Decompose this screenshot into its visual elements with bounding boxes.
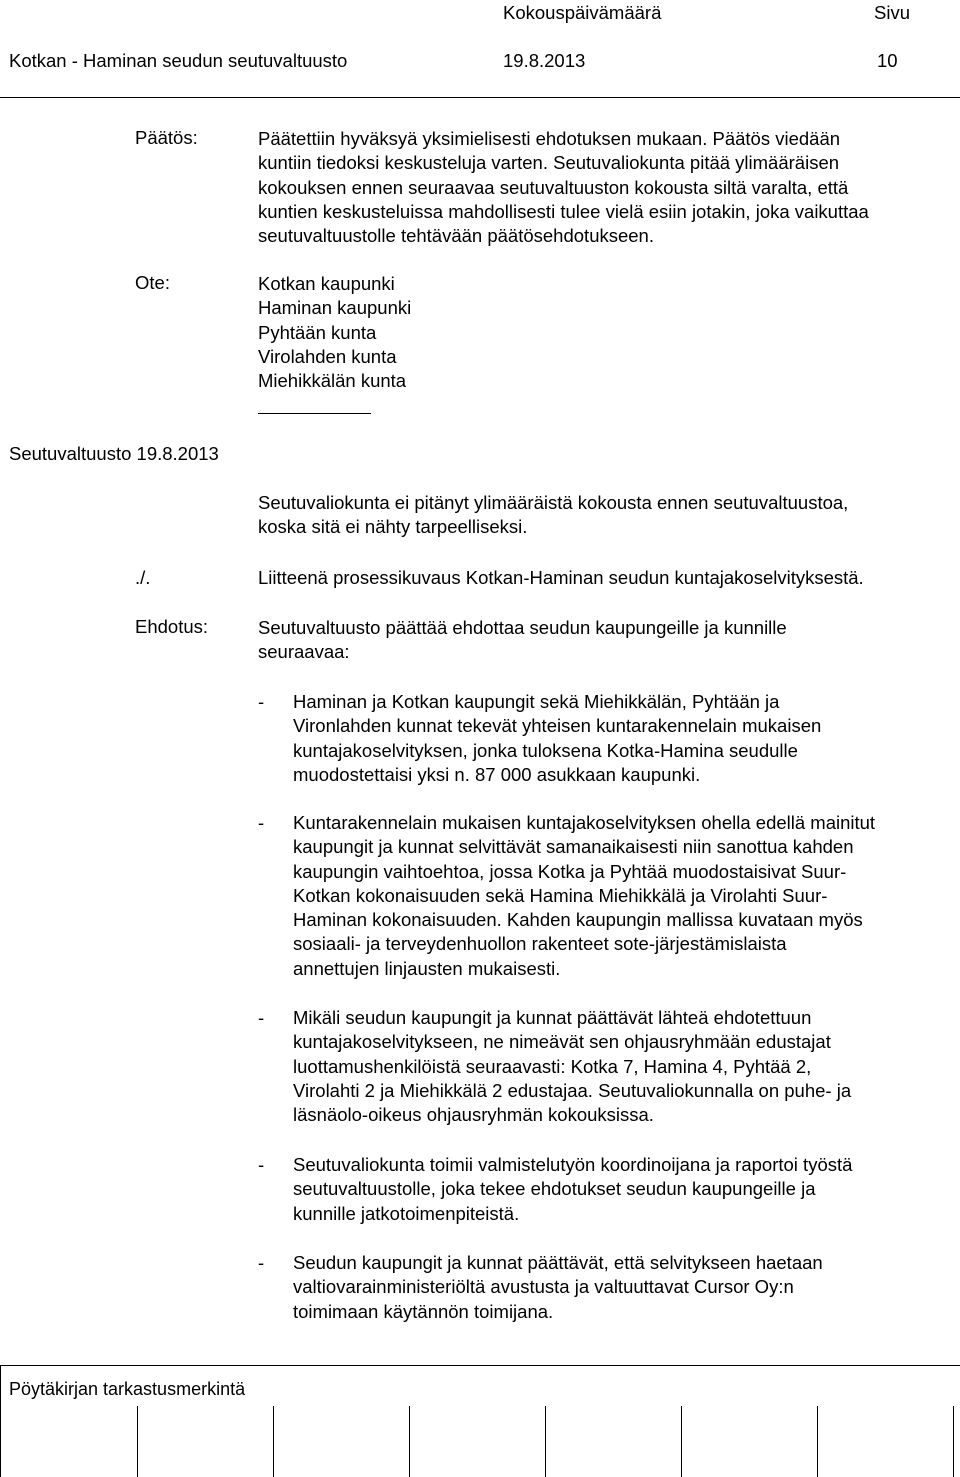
- ote-item: Miehikkälän kunta: [258, 370, 407, 392]
- bullet-line: läsnäolo-oikeus ohjausryhmän kokouksissa.: [293, 1104, 654, 1126]
- ehdotus-line: seuraavaa:: [258, 641, 350, 663]
- footer-label: Pöytäkirjan tarkastusmerkintä: [9, 1379, 246, 1399]
- bullet-line: kuntajakoselvitykseen, ne nimeävät sen ohjausryhmään edustajat: [293, 1031, 831, 1053]
- ote-item: Haminan kaupunki: [258, 297, 412, 319]
- paatos-line: Päätettiin hyväksyä yksimielisesti ehdotuksen mukaan. Päätös viedään: [258, 128, 841, 149]
- bullet-line: Vironlahden kunnat tekevät yhteisen kuntarakennelain mukaisen: [293, 715, 822, 737]
- bullet-line: annettujen linjausten mukaisesti.: [293, 957, 561, 979]
- ote-label: Ote:: [135, 272, 170, 293]
- header-page-label: Sivu: [874, 2, 910, 23]
- header-rule: [0, 97, 960, 98]
- bullet-item: [293, 690, 821, 787]
- bullet-dash: -: [258, 691, 265, 712]
- bullet-item: [293, 1153, 852, 1226]
- signature-box-divider: [273, 1406, 274, 1477]
- bullet-line: Haminan ja Kotkan kaupungit sekä Miehikkälän, Pyhtään ja: [293, 691, 780, 712]
- bullet-item: [293, 1251, 823, 1324]
- paatos-line: seutuvaltuustolle tehtävään päätösehdotukseen.: [258, 225, 654, 247]
- bullet-line: Kotkan kokonaisuuden sekä Hamina Miehikkälä ja Virolahti Suur-: [293, 884, 828, 906]
- bullet-line: luottamushenkilöistä seuraavasti: Kotka 7, Hamina 4, Pyhtää 2,: [293, 1055, 812, 1077]
- ote-item: Kotkan kaupunki: [258, 273, 395, 294]
- intro-text: [258, 491, 848, 540]
- bullet-dash: -: [258, 812, 265, 833]
- bullet-line: kunnille jatkotoimenpiteistä.: [293, 1202, 520, 1224]
- bullet-dash: -: [258, 1154, 265, 1175]
- bullet-line: sosiaali- ja terveydenhuollon rakenteet sote-järjestämislaista: [293, 933, 787, 955]
- bullet-dash: -: [258, 1007, 265, 1028]
- signature-box-divider: [817, 1406, 818, 1477]
- bullet-line: valtiovarainministeriöltä avustusta ja valtuuttavat Cursor Oy:n: [293, 1276, 794, 1298]
- ote-item: Pyhtään kunta: [258, 321, 377, 343]
- bullet-line: muodostettaisi yksi n. 87 000 asukkaan kaupunki.: [293, 763, 701, 785]
- signature-box-divider: [409, 1406, 410, 1477]
- header-page-number: 10: [877, 50, 898, 71]
- signature-box-right-border: [953, 1406, 954, 1477]
- paatos-line: kuntiin tiedoksi keskusteluja varten. Seutuvaliokunta pitää ylimääräisen: [258, 152, 840, 174]
- attachment-marker: ./.: [135, 567, 151, 588]
- paatos-label: Päätös:: [135, 127, 198, 148]
- header-date: 19.8.2013: [503, 50, 586, 71]
- signature-box-left-border: [0, 1365, 1, 1477]
- signature-box-divider: [137, 1406, 138, 1477]
- signature-box-divider: [545, 1406, 546, 1477]
- paatos-text: [258, 127, 869, 248]
- attachment-text: Liitteenä prosessikuvaus Kotkan-Haminan seudun kuntajakoselvityksestä.: [258, 567, 864, 588]
- signature-box-divider: [681, 1406, 682, 1477]
- paatos-line: kokouksen ennen seuraavaa seutuvaltuuston kokousta siltä varalta, että: [258, 176, 849, 198]
- header-date-label: Kokouspäivämäärä: [503, 2, 662, 23]
- bullet-dash: -: [258, 1252, 265, 1273]
- bullet-line: Kuntarakennelain mukaisen kuntajakoselvityksen ohella edellä mainitut: [293, 812, 876, 833]
- bullet-line: Seutuvaliokunta toimii valmistelutyön koordinoijana ja raportoi työstä: [293, 1154, 853, 1175]
- intro-line: Seutuvaliokunta ei pitänyt ylimääräistä kokousta ennen seutuvaltuustoa,: [258, 492, 849, 513]
- bullet-line: seutuvaltuustolle, joka tekee ehdotukset seudun kaupungeille ja: [293, 1178, 816, 1200]
- ote-separator: [258, 413, 371, 414]
- bullet-line: kuntajakoselvityksen, jonka tuloksena Kotka-Hamina seudulle: [293, 739, 798, 761]
- ote-item: Virolahden kunta: [258, 345, 397, 367]
- bullet-line: Haminan kokonaisuuden. Kahden kaupungin mallissa kuvataan myös: [293, 909, 863, 931]
- ehdotus-text: [258, 616, 787, 665]
- bullet-item: [293, 1006, 851, 1127]
- bullet-line: kaupungit ja kunnat selvittävät samanaikaisesti niin sanottua kahden: [293, 836, 854, 858]
- ote-list: [258, 272, 411, 393]
- header-organization: Kotkan - Haminan seudun seutuvaltuusto: [9, 50, 348, 71]
- bullet-line: toimimaan käytännön toimijana.: [293, 1300, 554, 1322]
- bullet-line: kaupungin vaihtoehtoa, jossa Kotka ja Pyhtää muodostaisivat Suur-: [293, 860, 847, 882]
- section-heading: Seutuvaltuusto 19.8.2013: [9, 443, 219, 464]
- ehdotus-line: Seutuvaltuusto päättää ehdottaa seudun kaupungeille ja kunnille: [258, 617, 787, 638]
- footer-rule: [0, 1365, 960, 1366]
- paatos-line: kuntien keskusteluissa mahdollisesti tulee vielä esiin jotakin, joka vaikuttaa: [258, 200, 869, 222]
- bullet-item: [293, 811, 875, 981]
- ehdotus-label: Ehdotus:: [135, 616, 209, 637]
- bullet-line: Virolahti 2 ja Miehikkälä 2 edustajaa. Seutuvaliokunnalla on puhe- ja: [293, 1079, 852, 1101]
- bullet-line: Seudun kaupungit ja kunnat päättävät, että selvitykseen haetaan: [293, 1252, 823, 1273]
- bullet-line: Mikäli seudun kaupungit ja kunnat päättävät lähteä ehdotettuun: [293, 1007, 812, 1028]
- intro-line: koska sitä ei nähty tarpeelliseksi.: [258, 516, 528, 538]
